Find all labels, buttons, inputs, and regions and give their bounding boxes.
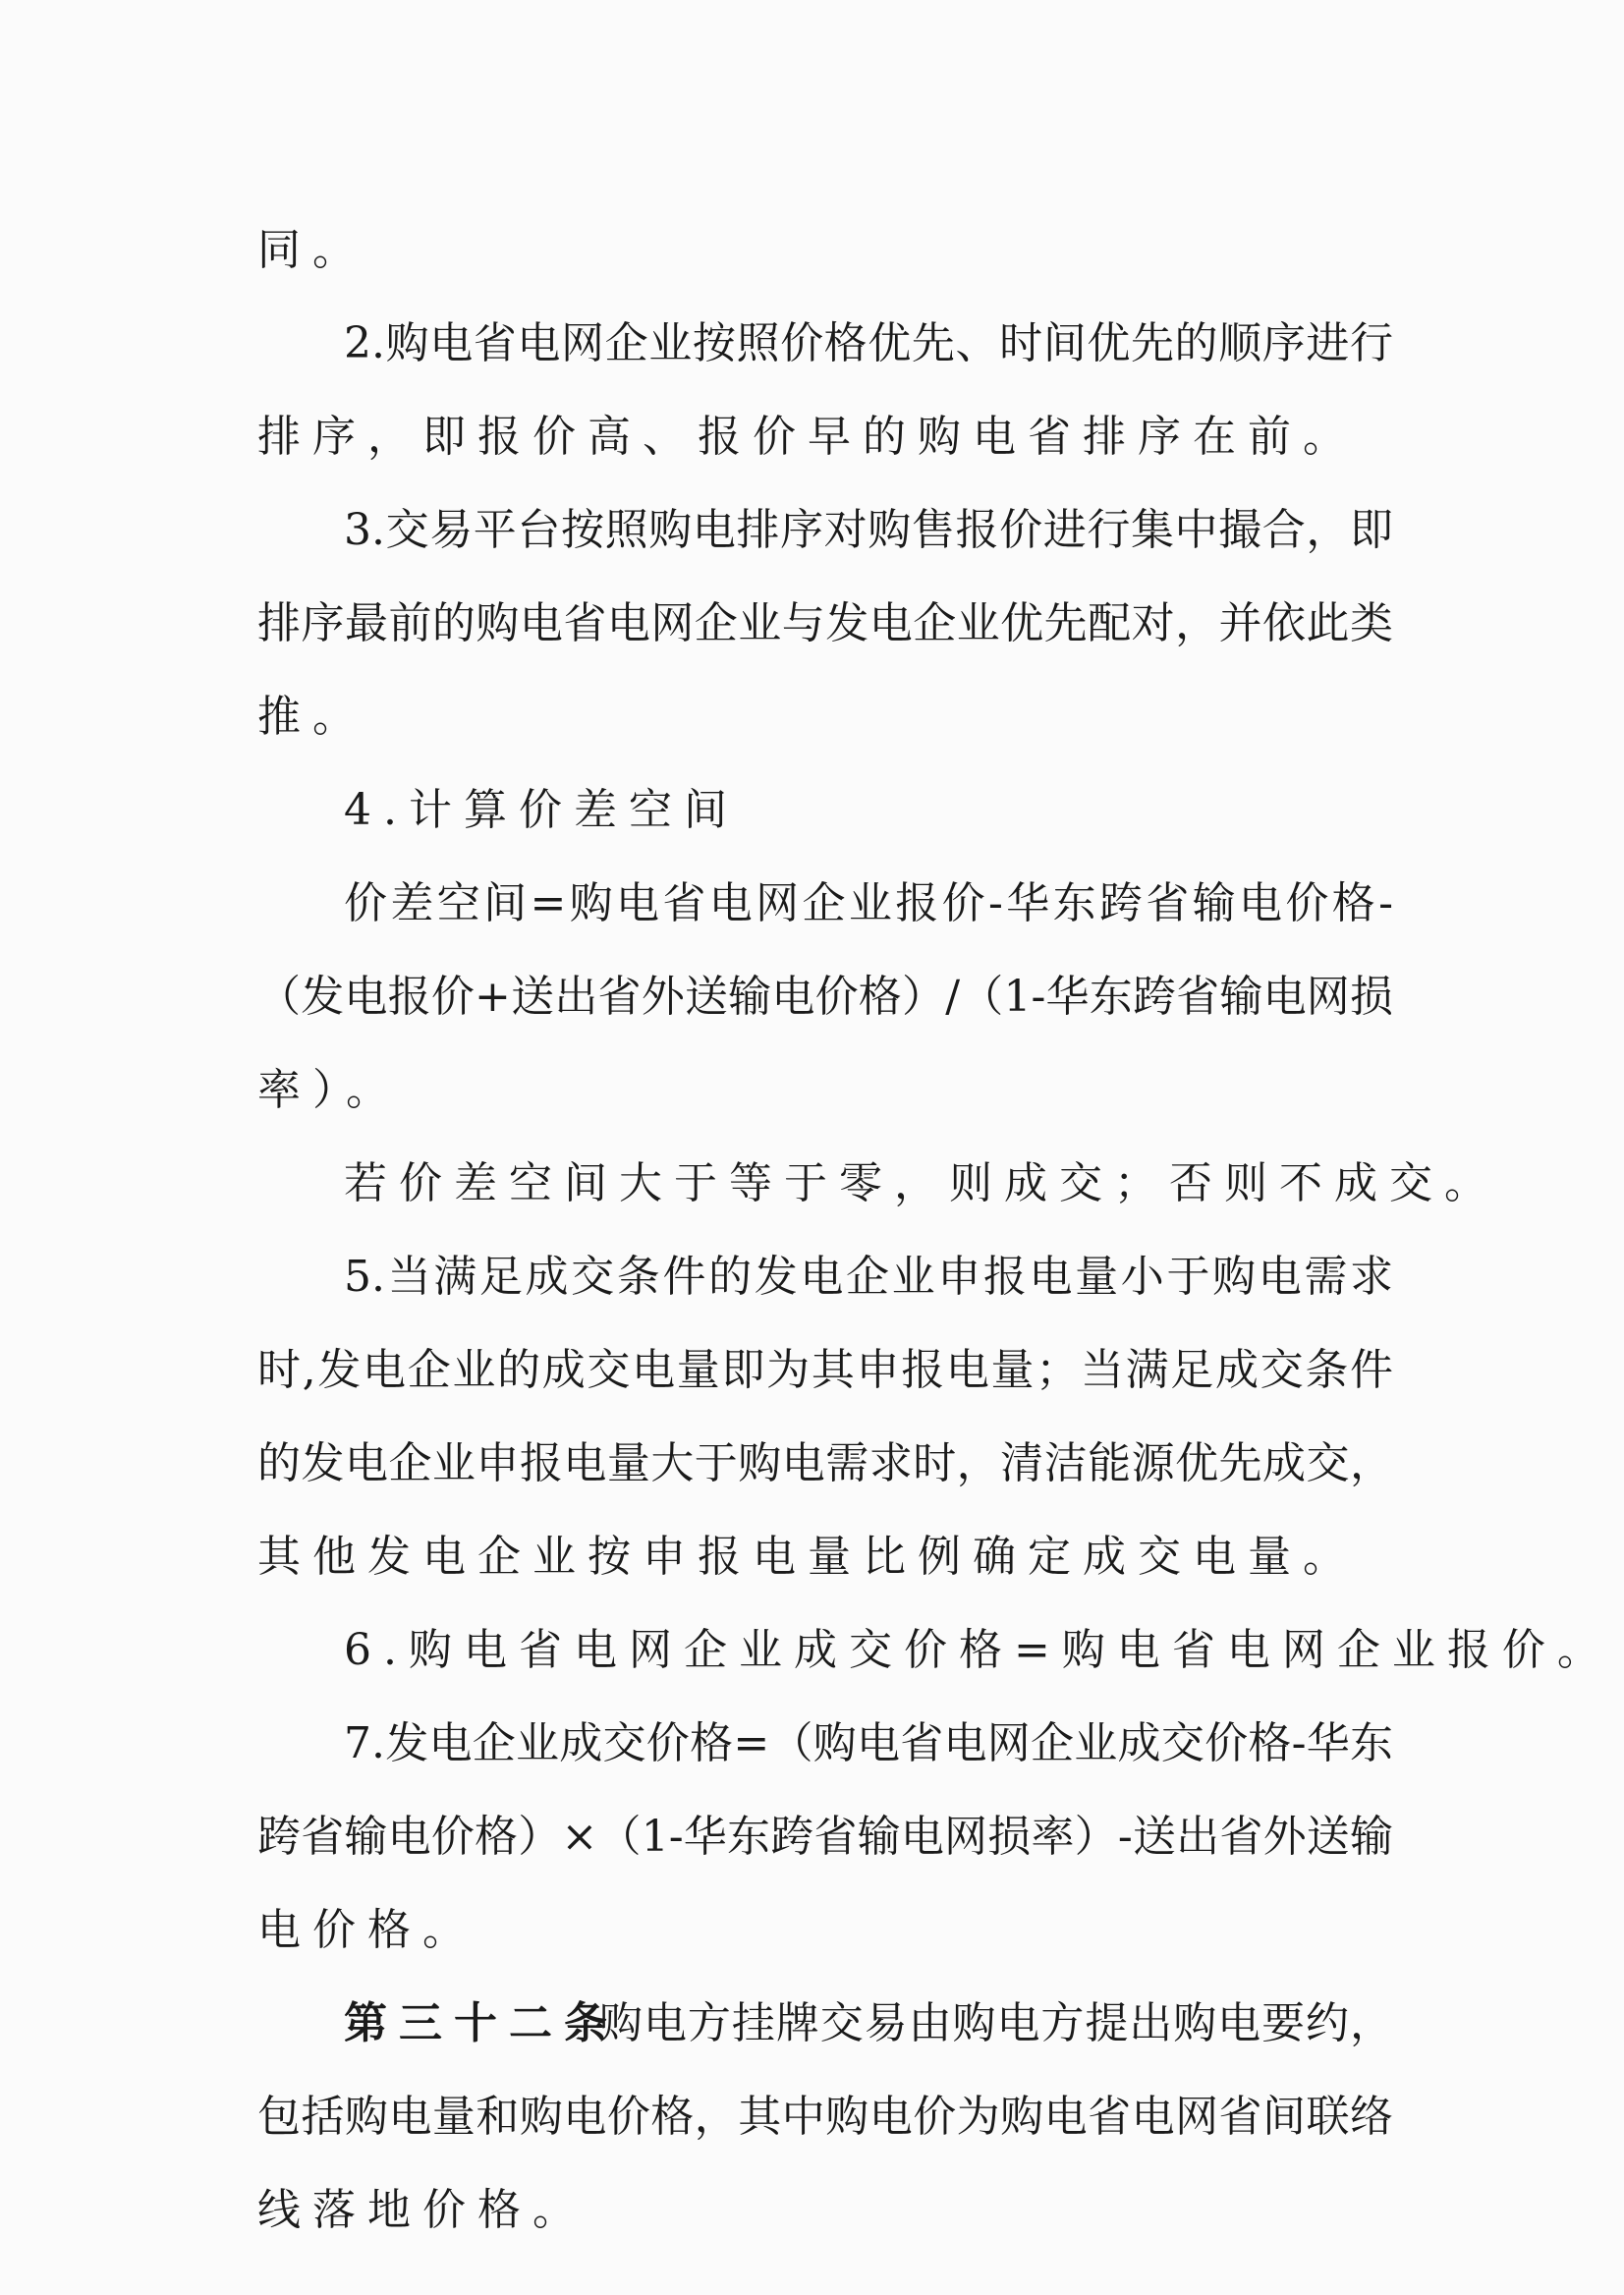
text-line-15: 其他发电企业按申报电量比例确定成交电量。: [257, 1532, 1358, 1582]
text-line-2: 2.购电省电网企业按照价格优先、时间优先的顺序进行: [344, 318, 1393, 368]
text-line-14: 的发电企业申报电量大于购电需求时，清洁能源优先成交，: [257, 1438, 1393, 1488]
text-line-19: 电价格。: [257, 1905, 477, 1955]
text-line-12: 5.当满足成交条件的发电企业申报电量小于购电需求: [344, 1252, 1393, 1302]
text-line-16: 6.购电省电网企业成交价格=购电省电网企业报价。: [344, 1625, 1612, 1675]
text-line-3: 排序，即报价高、报价早的购电省排序在前。: [257, 412, 1358, 462]
text-line-13: 时,发电企业的成交电量即为其申报电量；当满足成交条件: [257, 1345, 1393, 1395]
text-line-22: 线落地价格。: [257, 2185, 588, 2235]
text-line-9: （发电报价+送出省外送输电价格）/（1-华东跨省输电网损: [257, 972, 1393, 1022]
text-line-4: 3.交易平台按照购电排序对购售报价进行集中撮合，即: [344, 505, 1393, 555]
text-line-10: 率）。: [257, 1065, 401, 1115]
text-line-18: 跨省输电价格）×（1-华东跨省输电网损率）-送出省外送输: [257, 1812, 1393, 1862]
text-line-8: 价差空间=购电省电网企业报价-华东跨省输电价格-: [344, 878, 1393, 928]
text-line-5: 排序最前的购电省电网企业与发电企业优先配对，并依此类: [257, 598, 1393, 648]
text-line-21: 包括购电量和购电价格，其中购电价为购电省电网省间联络: [257, 2092, 1393, 2142]
text-line-11: 若价差空间大于等于零，则成交；否则不成交。: [344, 1158, 1499, 1208]
text-line-6: 推。: [257, 692, 367, 742]
article-heading: 第三十二条: [344, 1998, 619, 2048]
text-line-20: 购电方挂牌交易由购电方提出购电要约，: [599, 1998, 1393, 2048]
text-line-17: 7.发电企业成交价格=（购电省电网企业成交价格-华东: [344, 1718, 1393, 1768]
text-line-7: 4.计算价差空间: [344, 785, 739, 835]
text-line-1: 同。: [257, 225, 367, 275]
